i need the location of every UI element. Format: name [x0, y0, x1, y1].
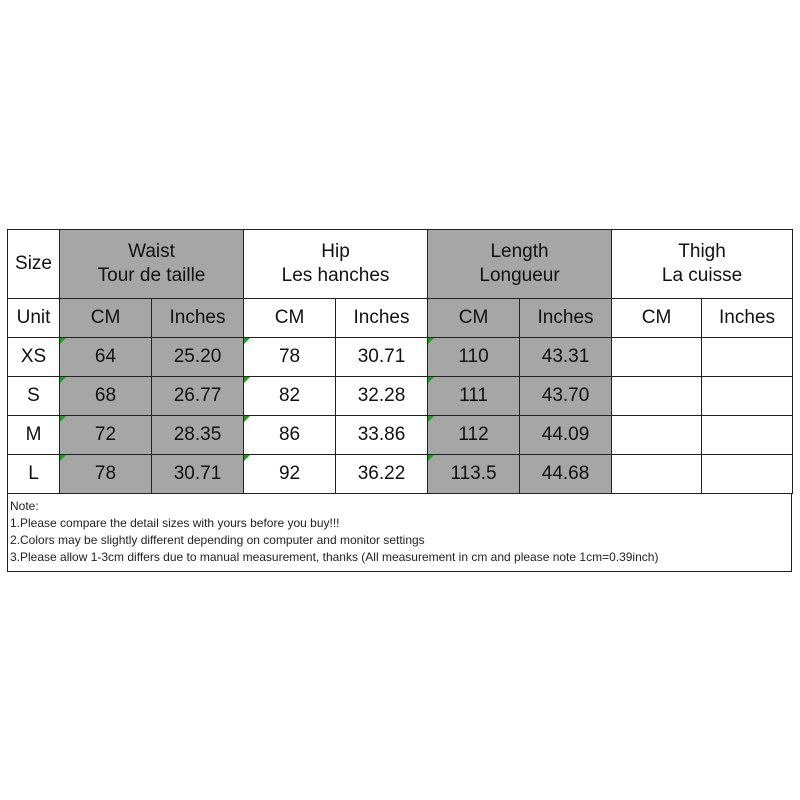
value-cell [702, 416, 793, 455]
value-cell: 26.77 [152, 377, 244, 416]
hip-header [244, 230, 428, 299]
size-cell: XS [8, 338, 60, 377]
size-cell: S [8, 377, 60, 416]
value-cell: 72 [60, 416, 152, 455]
thigh-header-en: Thigh [678, 241, 726, 262]
thigh-header-fr: La cuisse [661, 265, 743, 286]
header-row [8, 230, 793, 299]
value-cell [702, 338, 793, 377]
value-cell [612, 338, 702, 377]
value-cell: 92 [244, 455, 336, 494]
value-cell: 44.68 [520, 455, 612, 494]
value-cell [702, 455, 793, 494]
value-cell: 78 [244, 338, 336, 377]
hip-header-en: Hip [321, 241, 350, 262]
value-cell: 30.71 [336, 338, 428, 377]
thigh-header [612, 230, 793, 299]
value-cell: 113.5 [428, 455, 520, 494]
value-cell [612, 377, 702, 416]
length-header-fr: Longueur [479, 265, 560, 286]
length-header [428, 230, 612, 299]
size-cell: M [8, 416, 60, 455]
table-row [8, 416, 793, 455]
value-cell: 112 [428, 416, 520, 455]
unit-cell: Inches [520, 299, 612, 338]
value-cell: 36.22 [336, 455, 428, 494]
notes-box [7, 494, 792, 572]
note-line: 2.Colors may be slightly different depending on computer and monitor settings [10, 533, 425, 547]
table-row [8, 455, 793, 494]
value-cell: 30.71 [152, 455, 244, 494]
length-header-en: Length [490, 241, 549, 262]
size-header: Size [8, 230, 60, 299]
value-cell: 110 [428, 338, 520, 377]
size-table [7, 229, 793, 494]
value-cell: 64 [60, 338, 152, 377]
unit-cell: Inches [702, 299, 793, 338]
note-line: 3.Please allow 1-3cm differs due to manual measurement, thanks (All measurement in cm and please note 1cm=0.39inch) [10, 550, 659, 564]
size-chart [7, 229, 792, 572]
value-cell: 111 [428, 377, 520, 416]
unit-row [8, 299, 793, 338]
waist-header [60, 230, 244, 299]
unit-label: Unit [8, 299, 60, 338]
unit-cell: Inches [336, 299, 428, 338]
note-line: 1.Please compare the detail sizes with yours before you buy!!! [10, 516, 340, 530]
value-cell: 28.35 [152, 416, 244, 455]
unit-cell: CM [428, 299, 520, 338]
unit-cell: CM [612, 299, 702, 338]
value-cell: 86 [244, 416, 336, 455]
hip-header-fr: Les hanches [281, 265, 390, 286]
value-cell: 32.28 [336, 377, 428, 416]
value-cell: 82 [244, 377, 336, 416]
value-cell: 25.20 [152, 338, 244, 377]
value-cell: 44.09 [520, 416, 612, 455]
unit-cell: CM [244, 299, 336, 338]
value-cell: 68 [60, 377, 152, 416]
notes-title: Note: [10, 499, 39, 513]
size-cell: L [8, 455, 60, 494]
table-row [8, 338, 793, 377]
unit-cell: Inches [152, 299, 244, 338]
unit-cell: CM [60, 299, 152, 338]
waist-header-fr: Tour de taille [97, 265, 206, 286]
value-cell: 43.70 [520, 377, 612, 416]
value-cell [702, 377, 793, 416]
value-cell: 33.86 [336, 416, 428, 455]
value-cell: 43.31 [520, 338, 612, 377]
value-cell [612, 455, 702, 494]
waist-header-en: Waist [128, 241, 175, 262]
value-cell [612, 416, 702, 455]
table-row [8, 377, 793, 416]
value-cell: 78 [60, 455, 152, 494]
